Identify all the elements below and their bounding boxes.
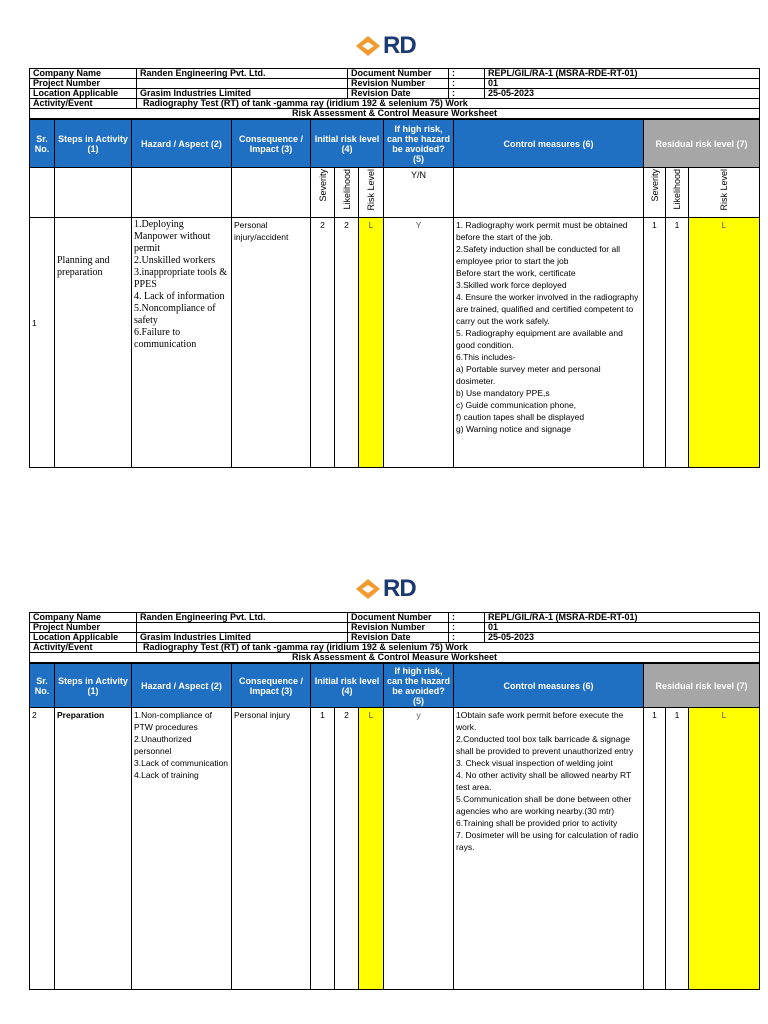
worksheet-1: [29, 68, 759, 468]
diamond-logo-icon: [355, 35, 381, 57]
row-risk-level: L: [359, 218, 384, 468]
hazard-item: 6.Failure to communication: [134, 327, 197, 350]
worksheet-title: Risk Assessment & Control Measure Worksheet: [30, 109, 760, 119]
revdate-value: 25-05-2023: [485, 633, 760, 643]
sub-blank: [232, 168, 311, 218]
colon: :: [449, 613, 485, 623]
diamond-logo-icon: [355, 578, 381, 600]
row-res-risk-level: L: [689, 218, 760, 468]
revdate-label: Revision Date: [348, 89, 449, 99]
revnum-value: 01: [485, 79, 760, 89]
control-item: a) Portable survey meter and personal dosimeter.: [456, 364, 601, 386]
project-label: Project Number: [30, 79, 137, 89]
docnum-label: Document Number: [348, 613, 449, 623]
project-value: [137, 623, 348, 633]
risk-level-label: Risk Level: [366, 169, 377, 211]
sub-blank: [132, 168, 232, 218]
worksheet-title: Risk Assessment & Control Measure Worksheet: [30, 653, 760, 663]
hazard-item: 4.Lack of training: [134, 770, 199, 780]
sub-blank: [30, 168, 55, 218]
header-steps: Steps in Activity (1): [55, 664, 132, 708]
row-likelihood: 2: [335, 218, 359, 468]
sub-risk-level: [359, 168, 384, 218]
docnum-value: REPL/GIL/RA-1 (MSRA-RDE-RT-01): [485, 69, 760, 79]
hazard-item: 1.Deploying Manpower without permit: [134, 219, 211, 254]
sub-res-severity: [644, 168, 666, 218]
risk-table: [29, 663, 760, 990]
sub-yn: Y/N: [384, 168, 454, 218]
header-consequence: Consequence / Impact (3): [232, 120, 311, 168]
row-hazards: [132, 218, 232, 468]
sub-res-likelihood: [666, 168, 689, 218]
row-severity: 1: [311, 708, 335, 990]
header-control: Control measures (6): [454, 664, 644, 708]
project-value: [137, 79, 348, 89]
company-value: Randen Engineering Pvt. Ltd.: [137, 69, 348, 79]
header-hazard: Hazard / Aspect (2): [132, 664, 232, 708]
docnum-label: Document Number: [348, 69, 449, 79]
row-res-risk-level: L: [689, 708, 760, 990]
table-row: [30, 708, 760, 990]
header-sr: Sr. No.: [30, 120, 55, 168]
header-sr: Sr. No.: [30, 664, 55, 708]
sub-res-risk-level: [689, 168, 760, 218]
colon: :: [449, 623, 485, 633]
control-item: 5. Radiography equipment are available and good condition.: [456, 328, 623, 350]
document-info-table: [29, 68, 760, 119]
document-info-table: [29, 612, 760, 663]
likelihood-label: Likelihood: [341, 169, 352, 210]
revdate-value: 25-05-2023: [485, 89, 760, 99]
control-item: Before start the work, certificate: [456, 268, 576, 278]
control-item: 4. Ensure the worker involved in the radiography are trained, qualified and certified competent to carry out the work safely.: [456, 292, 639, 326]
row-severity: 2: [311, 218, 335, 468]
row-avoid: y: [384, 708, 454, 990]
row-res-likelihood: 1: [666, 708, 689, 990]
revnum-label: Revision Number: [348, 623, 449, 633]
control-item: 6.Training shall be provided prior to activity: [456, 818, 618, 828]
hazard-item: 5.Noncompliance of safety: [134, 303, 216, 326]
risk-level-label: Risk Level: [719, 169, 730, 211]
revnum-value: 01: [485, 623, 760, 633]
control-item: 2.Safety induction shall be conducted for all employee prior to start the job: [456, 244, 620, 266]
sub-blank: [454, 168, 644, 218]
hazard-item: 1.Non-compliance of PTW procedures: [134, 710, 212, 732]
activity-value: Radiography Test (RT) of tank -gamma ray (iridium 192 & selenium 75) Work: [137, 643, 760, 653]
sub-blank: [55, 168, 132, 218]
location-value: Grasim Industries Limited: [137, 633, 348, 643]
row-sr: 1: [30, 218, 55, 468]
colon: :: [449, 633, 485, 643]
header-hazard: Hazard / Aspect (2): [132, 120, 232, 168]
logo-text: RD: [383, 575, 416, 602]
control-item: 3. Check visual inspection of welding joint: [456, 758, 613, 768]
company-label: Company Name: [30, 69, 137, 79]
project-label: Project Number: [30, 623, 137, 633]
header-avoid: If high risk, can the hazard be avoided? (5): [384, 120, 454, 168]
control-item: b) Use mandatory PPE,s: [456, 388, 550, 398]
row-likelihood: 2: [335, 708, 359, 990]
control-item: 4. No other activity shall be allowed nearby RT test area.: [456, 770, 632, 792]
colon: :: [449, 69, 485, 79]
table-row: [30, 218, 760, 468]
location-value: Grasim Industries Limited: [137, 89, 348, 99]
header-initial-risk: Initial risk level (4): [311, 120, 384, 168]
location-label: Location Applicable: [30, 633, 137, 643]
likelihood-label: Likelihood: [672, 169, 683, 210]
sub-severity: [311, 168, 335, 218]
row-controls: [454, 708, 644, 990]
control-item: 1. Radiography work permit must be obtained before the start of the job.: [456, 220, 628, 242]
revnum-label: Revision Number: [348, 79, 449, 89]
hazard-item: 4. Lack of information: [134, 291, 225, 302]
severity-label: Severity: [317, 169, 328, 202]
control-item: c) Guide communication phone,: [456, 400, 577, 410]
company-logo: [355, 34, 416, 58]
row-sr: 2: [30, 708, 55, 990]
activity-label: Activity/Event: [30, 643, 137, 653]
header-residual-risk: Residual risk level (7): [644, 664, 760, 708]
hazard-item: 3.Lack of communication: [134, 758, 229, 768]
control-item: 2.Conducted tool box talk barricade & signage shall be provided to prevent unauthorized entry: [456, 734, 634, 756]
row-consequence: Personal injury/accident: [232, 218, 311, 468]
control-item: 6.This includes-: [456, 352, 516, 362]
hazard-item: 3.inappropriate tools & PPES: [134, 267, 228, 290]
header-initial-risk: Initial risk level (4): [311, 664, 384, 708]
company-label: Company Name: [30, 613, 137, 623]
docnum-value: REPL/GIL/RA-1 (MSRA-RDE-RT-01): [485, 613, 760, 623]
hazard-item: 2.Unauthorized personnel: [134, 734, 192, 756]
row-res-severity: 1: [644, 708, 666, 990]
row-step: Preparation: [55, 708, 132, 990]
row-avoid: Y: [384, 218, 454, 468]
row-res-likelihood: 1: [666, 218, 689, 468]
control-item: 3.Skilled work force deployed: [456, 280, 567, 290]
header-consequence: Consequence / Impact (3): [232, 664, 311, 708]
header-avoid: If high risk, can the hazard be avoided? (5): [384, 664, 454, 708]
sub-likelihood: [335, 168, 359, 218]
control-item: 5.Communication shall be done between other agencies who are working nearby.(30 mtr): [456, 794, 632, 816]
location-label: Location Applicable: [30, 89, 137, 99]
row-controls: [454, 218, 644, 468]
risk-table: [29, 119, 760, 468]
row-hazards: [132, 708, 232, 990]
row-step: Planning and preparation: [55, 218, 132, 468]
control-item: g) Warning notice and signage: [456, 424, 572, 434]
control-item: 1Obtain safe work permit before execute the work.: [456, 710, 624, 732]
header-steps: Steps in Activity (1): [55, 120, 132, 168]
control-item: f) caution tapes shall be displayed: [456, 412, 585, 422]
row-res-severity: 1: [644, 218, 666, 468]
company-logo: [355, 577, 416, 601]
control-item: 7. Dosimeter will be using for calculation of radio rays.: [456, 830, 639, 852]
logo-text: RD: [383, 32, 416, 59]
activity-label: Activity/Event: [30, 99, 137, 109]
revdate-label: Revision Date: [348, 633, 449, 643]
colon: :: [449, 79, 485, 89]
row-consequence: Personal injury: [232, 708, 311, 990]
hazard-item: 2.Unskilled workers: [134, 255, 216, 266]
worksheet-2: [29, 612, 759, 990]
severity-label: Severity: [649, 169, 660, 202]
header-residual-risk: Residual risk level (7): [644, 120, 760, 168]
row-risk-level: L: [359, 708, 384, 990]
company-value: Randen Engineering Pvt. Ltd.: [137, 613, 348, 623]
activity-value: Radiography Test (RT) of tank -gamma ray (iridium 192 & selenium 75) Work: [137, 99, 760, 109]
colon: :: [449, 89, 485, 99]
header-control: Control measures (6): [454, 120, 644, 168]
